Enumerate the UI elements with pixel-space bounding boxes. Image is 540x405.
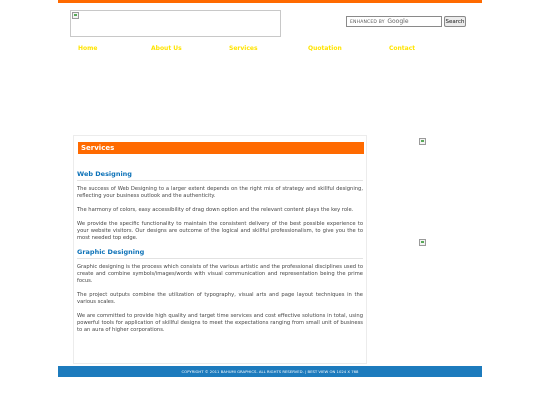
- section-title-graphic-designing: Graphic Designing: [77, 248, 145, 256]
- search-input[interactable]: [346, 16, 442, 27]
- search-brand-prefix: ENHANCED BY: [350, 20, 385, 25]
- section-divider: [77, 258, 363, 259]
- page-title: Services: [78, 142, 364, 154]
- nav-services[interactable]: Services: [229, 45, 258, 52]
- nav-about-us[interactable]: About Us: [151, 45, 182, 52]
- paragraph: The success of Web Designing to a larger extent depends on the right mix of strategy and skillful designing, reflecting your business outlook and the authenticity.: [77, 186, 363, 200]
- paragraph: The harmony of colors, easy accessibility of drag down option and the relevant content plays the key role.: [77, 207, 354, 213]
- paragraph: We are committed to provide high quality and target time services and cost effective solutions in total, using powerful tools for application of skillful designs to meet the expectations ranging from small unit of business to an aura of higher corporations.: [77, 313, 363, 334]
- paragraph: We provide the specific functionality to maintain the consistent delivery of the best possible experience to your website visitors. Our designs are outcome of the logical and skillful professionalism, to give you the to most needed top edge.: [77, 221, 363, 242]
- paragraph: Graphic designing is the process which consists of the various artistic and the professional disciplines used to create and combine symbols/images/words with visual communication and representation being the prime focus.: [77, 264, 363, 285]
- site-logo[interactable]: [70, 10, 281, 37]
- content-panel: [73, 135, 367, 364]
- section-title-web-designing: Web Designing: [77, 170, 132, 178]
- footer: COPYRIGHT © 2011 BAHUMI GRAPHICS. ALL RIGHTS RESERVED. | BEST VIEW ON 1024 X 768: [58, 366, 482, 377]
- search-brand-name: Google: [387, 18, 409, 25]
- broken-image-icon: [419, 239, 426, 246]
- google-custom-search-branding: [350, 18, 409, 25]
- top-accent-bar: [58, 0, 482, 3]
- search-button[interactable]: Search: [444, 16, 466, 27]
- nav-home[interactable]: Home: [78, 45, 98, 52]
- section-divider: [77, 180, 363, 181]
- broken-image-icon: [72, 12, 79, 19]
- broken-image-icon: [419, 138, 426, 145]
- paragraph: The project outputs combine the utilization of typography, visual arts and page layout techniques in the various scales.: [77, 292, 363, 306]
- nav-quotation[interactable]: Quotation: [308, 45, 342, 52]
- nav-contact[interactable]: Contact: [389, 45, 416, 52]
